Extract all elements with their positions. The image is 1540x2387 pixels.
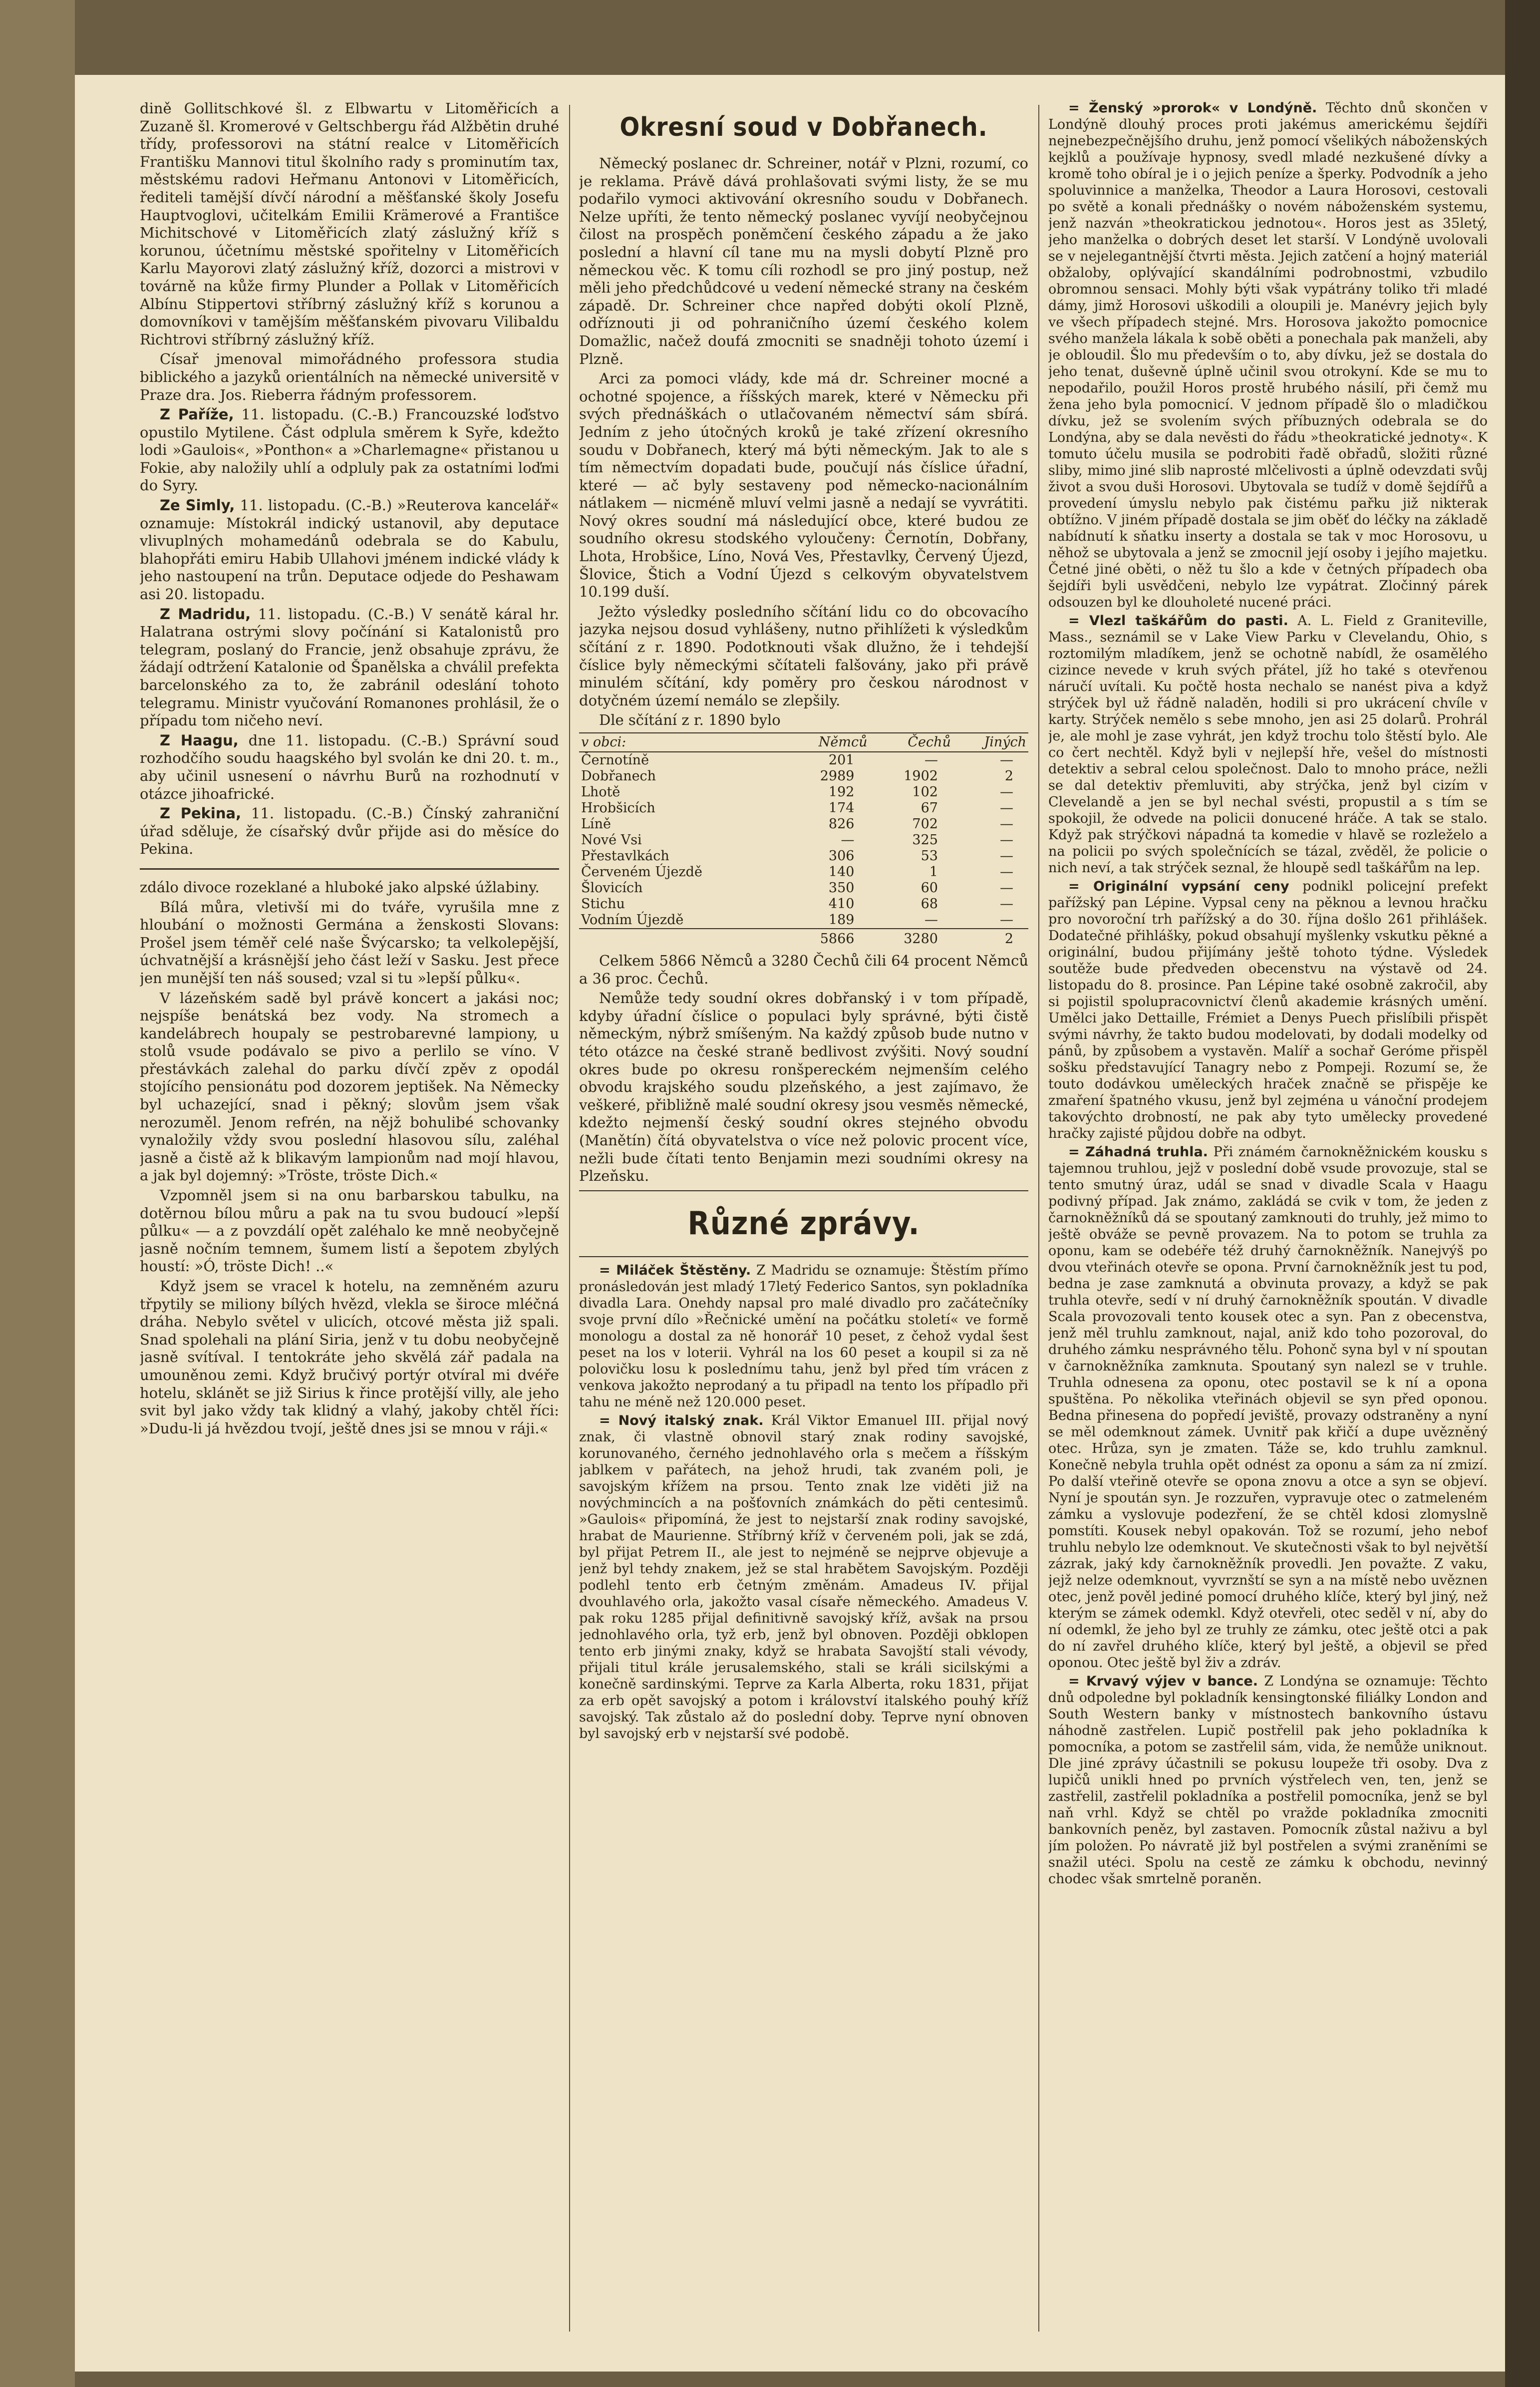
table-header-row [579,733,1028,752]
table-header-cell: Němců [783,733,869,752]
news-text: Při známém čarnokněžnickém kousku s tajemnou truhlou, jejž v poslední době vsude provozuje, stal se tento smutný úraz, udál se snad v divadle Scala v Haagu podivný případ. Jak známo, zakládá se cvik v tom, že jeden z čarnokněžníků dá se spoutaný zamknouti do truhly, jež mimo to ještě obváže se pevně provazem. Na to potom se truhla za oponu, kam se odebéře též druhý čarnokněžník. Nanejvýš po dvou vteřinách otevře se opona. První čarnokněžník jest tu pod, bedna je zase zamknutá a obvinuta provazy, a když se pak truhla otevře, sedí v ní druhý čarnokněžník spoután. V divadle Scala provozovali tento kousek otec a syn. Pan z obecenstva, jenž měl truhlu zamknout, najal, aniž kdo toho pozoroval, do druhého zámku nesprávného tělu. Pohonč syna byl v ní spoutan v čarnokněžníka zamknuta. Spoutaný syn nalezl se v truhle. Truhla odnesena za oponu, otec postavil se k ní a opona spuštěna. Po několika vteřinách objevil se syn před oponou. Bedna přinesena do popředí jeviště, provazy odstraněny a nyní se měl odemknout zámek. Uvnitř pak křičí a dupe uvězněný otec. Hrůza, syn je zmaten. Táže se, kdo truhlu zamknul. Konečně nebyla truhla opět odnést za oponu a sám za ní zmizí. Po další vteřině otevře se opona znovu a otce a syn se objeví. Nyní je spoután syn. Je rozzuřen, vypravuje otec o zatmeleném zámku a vyslovuje podezření, že se chtěl kdosi zlomyslně pomstíti. Kousek nebyl opakován. Tož se rozumí, jeho nebof truhlu nebylo lze odemknout. Ve skutečnosti však to byl největší zázrak, jaký kdy čarnokněžník provedli. Jen považte. Z vaku, jejž nelze odemknout, vyvrznští se syn a na místě nebo uvěznen otec, jenž pověl jediné pomocí druhého klíče, který byl jiný, než kterým se zámek odemkl. Když otevřeli, otec seděl v ní, aby do ní odemkl, že jeho byl ze truhly ze zámku, otec ještě otci a pak do ní zavřel druhého klíče, který byl ještě, a objevil se před oponou. Otec ještě byl živ a zdráv. [1048,1144,1488,1671]
table-cell: — [1000,816,1013,832]
table-body [579,752,1028,947]
table-cell: 325 [912,832,938,848]
table-cell: 2989 [820,768,855,784]
haag-text: dne 11. listopadu. (C.-B.) Správní soud rozhodčího soudu haagského byl svolán ke dni 20. t. m., aby učinil usnesení o návrhu Burů na rozhodnutí v otázce jihoafrické. [140,731,559,802]
news-haag [140,732,559,803]
dateline-peking: Z Pekina, [160,805,242,822]
paris-text: 11. listopadu. (C.-B.) Francouzské loďstvo opustilo Mytilene. Část odplula směrem k Syře, kdežto lodi »Gaulois«, »Ponthon« a »Charlemagne« přistanou u Fokie, aby naložily uhlí a odpluly pak za ostatními loďmi do Syry. [140,406,559,494]
article-paragraph: Arci za pomoci vlády, kde má dr. Schreiner mocné a ochotné spojence, a říšských marek, které v Německu při svých přednáškách o utlačovaném němectví sám sbírá. Jedním z jeho útočných kroků je také zřízení okresního soudu v Dobřanech, který má býti německým. Jak to ale s tím němectvím dopadati bude, poučují nás číslice úřadní, které — ač byly sestaveny pod německo-nacionálním nátlakem — nicméně mluví velmi jasně a nedají se vyvrátiti. Nový okres soudní má následující obce, které budou ze soudního okresu stodského vyloučeny: Černotín, Dobřany, Lhota, Hrobšice, Líno, Nová Ves, Přestavlky, Červený Újezd, Šlovice, Štich a Vodní Újezd s celkovým obyvatelstvem 10.199 duší. [579,370,1028,601]
table-header-cell: Čechů [869,733,952,752]
table-cell: Nové Vsi [581,832,642,848]
table-cell: Vodním Újezdě [581,912,684,928]
table-cell: — [1000,880,1013,896]
news-text: podnikl policejní prefekt pařížský pan Lépine. Vypsal ceny na pěknou a levnou hračku pro novoroční trh pařížský a do 30. října došlo 261 přihlášek. Dodatečné přihlášky, pokud obsahují myšlenky vskutku pěkné a originální, budou přijímány ještě tohoto týdne. Výsledek soutěže bude předveden obecenstvu na výstavě od 24. listopadu do 8. prosince. Pan Lépine také osobně zakročil, aby si pojistil spolupracovnictví členů akademie krásných umění. Umělci jako Dettaille, Frémiet a Denys Puech přislíbili přispět svými návrhy, že takto budou modelovati, by dodali modelky od pánů, by způsobem a vystavěn. Malíř a sochař Geróme přispěl sošku představující Tanagry nebo z Pompeji. Rozumí se, že touto dodávkou uměleckých hraček značně se přispěje ke zmaření špatného vkusu, jenž byl zejména u vánoční prodejem takovýchto drobností, ne pak aby tyto umělecky provedené hračky zajisté půjdou dobře na odbyt. [1048,879,1488,1141]
dateline-simla: Ze Simly, [160,497,235,514]
news-lead: = Originální vypsání ceny [1068,879,1289,894]
news-text: Těchto dnů skončen v Londýně dlouhý proces proti jakémus americkému šejdíři nejnebezpečnějšího druhu, jenž pomocí všelikých náboženských kejklů a používaje hypnosy, svedl mladé nezkušené dívky a kromě toho obíral je i o jejich peníze a šperky. Podvodník a jeho spoluvinnice a manželka, Theodor a Laura Horosovi, cestovali po světě a konali přednášky o novém náboženském systemu, jenž nazván »theokratickou jednotou«. Horos jest as 35letý, jeho manželka o dobrých deset let starší. V Londýně uvolovali se v nejelegantnější čtvrti města. Jejich zatčení a hojný materiál obžaloby, oplývající skandálními podrobnostmi, vzbudilo obromnou sensaci. Mohly býti však vypátrány toliko tři mladé dámy, jimž Horosovi uškodili a oloupili je. Manévry jejich byly ve všech případech stejné. Mrs. Horosova jakožto pomocnice svého manžela lákala k sobě oběti a ponechala pak manželi, aby je obloudil. Šlo mu především o to, aby dívku, jež se dostala do jeho tenat, duševně úplně učinil svou otrokyní. Kde se mu to nepodařilo, použil Horos prostě hrubého násilí, při čemž mu žena jeho byla pomocnicí. V jednom případě šlo o mladičkou dívku, jež se svolením svých příbuzných odebrala se do Londýna, aby se dala nevěsti do řádu »theokratické jednoty«. K tomuto účelu musila se podrobiti řadě obřadů, složiti různé sliby, mimo jiné slib naprosté mlčelivosti a úplně odevzdati svůj život a svou duši Horosovi. Ubytovala se tudíž v domě šejdířů a provedení úmyslu nebylo pak čistému pařku již nikterak obtížno. V jiném případě dostala se jim oběť do léčky na základě nabídnutí k sňatku inserty a dostala se tak v moc Horosovu, u něhož se ubytovala a jenž se zmocnil její osoby i jejího majetku. Četné jiné oběti, o něž tu šlo a kde v četných případech oba šejdíři byli usvědčeni, nebylo lze vypátrat. Zločinný párek odsouzen byl ke dlouholeté nucené práci. [1048,100,1488,610]
table-row [579,848,1028,864]
table-title: Dle sčítání z r. 1890 bylo [599,711,781,729]
table-row [579,768,1028,784]
feuilleton-divider [140,868,559,870]
dateline-paris: Z Paříže, [160,406,234,423]
table-cell: 140 [828,864,855,880]
professor-appointment: Císař jmenoval mimořádného professora studia biblického a jazyků orientálních na německé universitě v Praze dra. Jos. Rieberra řádným professorem. [140,350,559,403]
column-middle [579,100,1028,2342]
table-cell: Dobřanech [581,768,656,784]
article-paragraph: Nemůže tedy soudní okres dobřanský i v tom případě, kdyby úřadní číslice o populaci byly správné, býti čistě německým, nýbrž smíšeným. Na každý způsob bude nutno v této otázce na české straně bedlivost zvýšiti. Nový soudní okres bude po okresu ronšpereckém nejmenším celého obvodu krajského soudu plzeňského, a jest zajímavo, že veškeré, přibližně malé soudní okresy jsou vesměs německé, kdežto nejmenší český soudní okres stejného obvodu (Manětín) čítá obyvatelstva o více než polovic procent více, nežli bude čítati tento Benjamin mezi soudními okresy na Plzeňsku. [579,990,1028,1185]
table-header-cell: v obci: [579,733,783,752]
scan-left-strip [0,0,75,2387]
column-rule-2 [1038,105,1039,2332]
table-cell: — [924,752,938,768]
feuilleton-paragraph: V lázeňském sadě byl právě koncert a jakási noc; nejspíše benátská bez vody. Na stromech a kandelábrech houpaly se pestrobarevné lampiony, u stolů vsude podávalo se pivo a perlilo se víno. V přestávkách zalehal do parku dívčí zpěv z opodál stojícího pensionátu pod dozorem jeptišek. Na Německy byl uchazející, snad i pěkný; slovům jsem však nerozuměl. Jenom refrén, na nějž bohulibé schovanky vynaložily vždy svou poslední hlasovou sílu, zaléhal jasně a čistě až k blikavým lampionům nad mojí hlavou, a jak byl dojemný: »Tröste, tröste Dich.« [140,989,559,1184]
news-madrid [140,606,559,730]
article-paragraph: Celkem 5866 Němců a 3280 Čechů čili 64 procent Němců a 36 proc. Čechů. [579,952,1028,987]
news-peking [140,805,559,858]
section-divider [579,1190,1028,1191]
table-cell: 1 [929,864,938,880]
table-cell: 174 [828,800,855,816]
simla-text: 11. listopadu. (C.-B.) »Reuterova kancelář« oznamuje: Místokrál indický ustanovil, aby deputace vlivuplných mohamedánů odebrala se do Kabulu, blahopřáti emiru Habib Ullahovi jménem indické vlády k jeho nastoupení na trůn. Deputace odjede do Peshawam asi 20. listopadu. [140,497,559,603]
table-cell: 2 [953,929,1028,947]
table-cell: 201 [828,752,855,768]
table-cell: Šlovicích [581,880,643,896]
table-cell: 5866 [783,929,869,947]
news-text: A. L. Field z Graniteville, Mass., seznámil se v Lake View Parku v Clevelandu, Ohio, s roztomilým mladíkem, jenž se ochotně nabídl, že osamělého cizince nevede v kruh svých přátel, jíž ho také s otevřenou náručí uvítali. Ku počtě hosta nechalo se nanést piva a když strýček byl už řádně naladěn, hodili si pro ukrácení chvíle v karty. Strýček nemělo s sebe mnoho, jen asi 25 dolarů. Prohrál je, ale mohl je zase vyhrát, jen když trochu tolo štěstí bylo. Ale co čert nechtěl. Když byli v nejlepší hře, vešel do místnosti detektiv a sebral celou společnost. Dalo to mnoho práce, nežli se dal detektiv přemluviti, aby strýčka, jenž byl cizím v Clevelandě a jen se byl nechal svésti, propustil a s tím se spokojil, že odvede na policii donucené hráče. A tak se stalo. Když pak strýčkovi nápadná ta komedie v hlavě se rozleželo a na policii po svých společnících se tázal, zvěděl, že policie o nich neví, a tak strýček seznal, že hloupě sedl taškářům na lep. [1048,613,1488,876]
table-cell: Hrobšicích [581,800,655,816]
heading-ruzne-zpravy: Různé zprávy. [687,1205,920,1242]
news-lead: = Krvavý výjev v bance. [1068,1674,1258,1689]
news-lead: = Vlezl taškářům do pasti. [1068,613,1288,629]
decoration-list: dině Gollitschkové šl. z Elbwartu v Litoměřicích a Zuzaně šl. Kromerové v Geltschbergu řád Alžbětin druhé třídy, professorovi na státní realce v Litoměřicích Františku Mannovi titul školního rady s prominutím tax, městskému radovi Heřmanu Antonovi v Litoměřicích, řediteli tamější dívčí národní a měšťanské školy Josefu Hauptvoglovi, učitelkám Emilii Krämerové a Františce Michitschové v Litoměřicích zlatý záslužný kříž s korunou, účetnímu městské spořitelny v Litoměřicích Karlu Mayorovi zlatý záslužný kříž, dozorci a mistrovi v továrně na kůže firmy Plunder a Pollak v Litoměřicích Albínu Stippertovi stříbrný záslužný kříž s korunou a domovníkovi v tamějším měšťanském pivovaru Vilibaldu Richtrovi stříbrný záslužný kříž. [140,100,559,348]
table-cell: — [1000,832,1013,848]
table-cell: Lhotě [581,784,620,800]
news-lead: = Miláček Štěstěny. [599,1262,751,1278]
table-cell: 410 [828,896,855,912]
article-paragraph: Ježto výsledky posledního sčítání lidu co do obcovacího jazyka nejsou dosud vyhlášeny, nutno přihlížeti k výsledkům sčítání z r. 1890. Podotknouti však dlužno, že i tehdejší číslice byly německými sčítateli falšovány, jako při právě minulém sčítání, kdy poměry pro českou národnost v dotyčném území nemálo se zlepšily. [579,603,1028,709]
table-cell: 192 [828,784,855,800]
column-left [140,100,559,2342]
table-cell: — [1000,752,1013,768]
feuilleton-paragraph: Když jsem se vracel k hotelu, na zemněném azuru třpytily se miliony bílých hvězd, vlekla se široce mléčná dráha. Nebylo světel v ulicích, otcové města již spali. Snad spolehali na plání Siria, jenž v tu dobu neobyčejně jasně svítíval. I tentokráte jeho skvělá zář padala na umouněnou zemi. Když bručivý portýr otvíral mi dvéře hotelu, sklánět se již Sirius k řince protější villy, ale jeho svit byl jako vždy tak klidný a vlahý, jakoby chtěl říci: »Dudu-li já hvězdou tvojí, ještě dnes jsi se mnou v ráji.« [140,1278,559,1437]
table-cell: 189 [828,912,855,928]
table-cell: 306 [828,848,855,864]
news-lead: = Ženský »prorok« v Londýně. [1068,100,1317,116]
news-text: Z Londýna se oznamuje: Těchto dnů odpoledne byl pokladník kensingtonské filiálky London and South Western banky v místnostech bankovního ústavu náhodně zastřelen. Lupič postřelil pak jeho pokladníka k pomocníka, a potom se zastřelil sám, vida, že nemůže uniknout. Dle jiné zprávy účastnili se pokusu loupeže tři osoby. Dva z lupičů unikli hned po prvních výstřelech ven, ten, jenž se zastřelil, zastřelil pokladníka a postřelil pomocníka, jenž se byl naň vrhl. Když se chtěl po vražde pokladníka zmocniti bankovních peněz, byl zastaven. Pomocník zůstal naživu a byl jím položen. Po návratě již byl postřelen a svými zraněními se snažil utéci. Spolu na cestě ze zámku k obchodu, nevinný chodec však smrtelně poraněn. [1048,1674,1488,1887]
table-row [579,864,1028,880]
news-item [1048,100,1488,611]
news-simla [140,497,559,604]
news-item [579,1412,1028,1742]
column-right [1048,100,1488,2342]
table-cell: Černotíně [581,752,649,768]
table-row [579,832,1028,848]
table-cell: Stichu [581,896,625,912]
column-rule-1 [569,105,570,2332]
table-row [579,880,1028,896]
table-cell: 3280 [869,929,952,947]
news-item [1048,613,1488,876]
table-cell: — [841,832,855,848]
newspaper-page [75,75,1508,2372]
dateline-haag: Z Haagu, [160,731,239,749]
table-cell: — [1000,848,1013,864]
table-cell: 350 [828,880,855,896]
news-lead: = Záhadná truhla. [1068,1144,1208,1160]
news-paris [140,406,559,495]
table-cell: 1902 [904,768,938,784]
table-row [579,800,1028,816]
feuilleton-paragraph: Vzpomněl jsem si na onu barbarskou tabulku, na dotěrnou bílou můru a pak na tu svou budoucí »lepší půlku« — a z povzdálí opět zaléhalo ke mně neobyčejně jasně nočním temnem, šumem listí a šepotem zbylých houstí: »Ó, tröste Dich! ..« [140,1187,559,1275]
dateline-madrid: Z Madridu, [160,605,251,623]
table-cell: — [1000,800,1013,816]
section-divider [579,1256,1028,1257]
heading-okresni-soud: Okresní soud v Dobřanech. [619,112,988,142]
news-item [1048,1673,1488,1887]
table-cell: — [1000,912,1013,928]
table-cell: Líně [581,816,611,832]
table-cell: 702 [912,816,938,832]
feuilleton-paragraph: zdálo divoce rozeklané a hluboké jako alpské úžlabiny. [140,878,540,896]
table-row [579,912,1028,929]
table-cell: 2 [1004,768,1013,784]
news-text: Král Viktor Emanuel III. přijal nový znak, či vlastně obnovil starý znak rodiny savojské, korunovaného, černého jednohlavého orla s mečem a říšským jablkem v pařátech, na jehož hrudi, tak zvaném poli, je savojským křížem na prsou. Tento znak lze viděti již na novýchmincích a na pošťovních známkách do pěti centesimů. »Gaulois« připomíná, že jest to nejstarší znak rodiny savojské, hrabat de Maurienne. Stříbrný kříž v červeném poli, jak se zdá, byl přijat Petrem II., ale jest to nejméně se nejprve objevuje a jenž byl tehdy znakem, jež se stal hrabětem Savojským. Později podlehl tento erb četným změnám. Amadeus IV. přijal dvouhlavého orla, jakožto vasal císaře německého. Amadeus V. pak roku 1285 přijal definitivně savojský kříž, avšak na prsou jednohlavého orla, tyž erb, jenž byl obnoven. Později obklopen tento erb jinými znaky, když se hrabata Savojští stali vévody, přijali titul krále jerusalemského, stali se králi sicilskými a konečně sardinskými. Teprve za Karla Alberta, roku 1831, přijat za erb opět savojský a potom i království italského pouhý kříž savojský. Tak zůstalo až do poslední doby. Teprve nyní obnoven byl savojský erb v nejstarší své podobě. [579,1412,1028,1741]
table-row [579,752,1028,768]
news-text: Z Madridu se oznamuje: Štěstím přímo pronásledován jest mladý 17letý Federico Santos, syn pokladníka divadla Lara. Onehdy napsal pro malé divadlo pro začátečníky svoje první dílo »Řečnické umění na počátku století« ve formě monologu a dostal za ně honorář 10 peset, z čehož vydal šest peset na los v loterii. Vyhrál na los 60 peset a koupil si za ně polovičku losu k poslednímu tahu, jenž byl před tím vrácen z venkova jakožto neprodaný a tu připadl na tento los případlo při tahu ne méně než 120.000 peset. [579,1262,1028,1410]
census-table [579,732,1028,947]
article-paragraph: Německý poslanec dr. Schreiner, notář v Plzni, rozumí, co je reklama. Právě dává prohlašovati svými listy, že se mu podařilo vymoci aktivování okresního soudu v Dobřanech. Nelze upříti, že tento německý poslanec vyvíjí neobyčejnou čilost na prospěch poněmčení českého západu a že jako poslední a hlavní cíl tane mu na mysli dobytí Plzně pro německou věc. K tomu cíli rozhodl se pro jiný postup, než měli jeho předchůdcové u vedení německé strany na českém západě. Dr. Schreiner chce napřed dobýti okolí Plzně, odříznouti ji od pohraničního území českého kolem Domažlic, načež doufá zmocniti se snadněji tohoto území i Plzně. [579,155,1028,367]
news-item [1048,878,1488,1142]
table-cell: 67 [921,800,938,816]
table-cell: — [924,912,938,928]
table-row [579,784,1028,800]
table-cell: 826 [828,816,855,832]
table-cell: Přestavlkách [581,848,669,864]
feuilleton-paragraph: Bílá můra, vletivší mi do tváře, vyrušila mne z hloubání o možnosti Germána a ženskosti Slovans: Prošel jsem téměř celé naše Švýcarsko; ta velkolepější, úchvatnější a krásnější jeho část leží v Sasku. Jest přece jen munější ten náš soused; vzal si tu »lepší půlku«. [140,898,559,987]
table-cell: — [1000,864,1013,880]
table-cell: 68 [921,896,938,912]
table-row [579,816,1028,832]
table-row [579,896,1028,912]
news-item [579,1262,1028,1410]
table-cell: — [1000,784,1013,800]
madrid-text: 11. listopadu. (C.-B.) V senátě káral hr. Halatrana ostrými slovy počínání si Katalonistů pro telegram, poslaný do Francie, jenž obsahuje zprávu, že žádají odtržení Katalonie od Španělska a chválil prefekta barcelonského za to, že zabránil odeslání tohoto telegramu. Ministr vyučování Romanones prohlásil, že o případu tom ničeho neví. [140,605,559,729]
table-cell: — [1000,896,1013,912]
table-header-cell: Jiných [953,733,1028,752]
table-cell: 53 [921,848,938,864]
table-cell: 60 [921,880,938,896]
scan-right-edge [1505,0,1540,2387]
news-lead: = Nový italský znak. [599,1412,764,1428]
table-cell: 102 [912,784,938,800]
peking-text: 11. listopadu. (C.-B.) Čínský zahraniční úřad sděluje, že císařský dvůr přijde asi do měsíce do Pekina. [140,805,559,858]
table-cell: Červeném Újezdě [581,864,702,880]
news-item [1048,1144,1488,1671]
table-cell [579,929,783,947]
table-row [579,929,1028,947]
